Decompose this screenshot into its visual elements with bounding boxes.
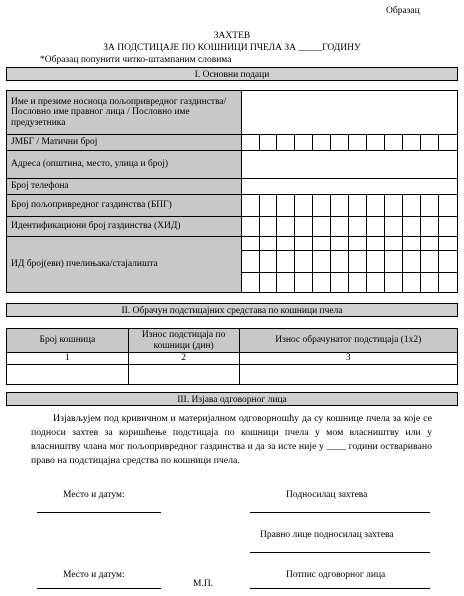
jmbg-cell[interactable]	[313, 135, 331, 151]
instruction-text: *Образац попунити читко-штампаним словима	[40, 55, 232, 65]
place-date-label-1: Место и датум:	[63, 490, 125, 500]
bpg-cell[interactable]	[313, 195, 331, 217]
apiary-id-cell[interactable]	[403, 237, 421, 251]
address-field[interactable]	[241, 151, 457, 179]
apiary-id-cell[interactable]	[277, 251, 295, 273]
calculation-table	[6, 328, 458, 385]
responsible-signature-line[interactable]	[250, 588, 430, 589]
apiary-id-cell[interactable]	[277, 237, 295, 251]
apiary-id-cell[interactable]	[295, 273, 313, 293]
hid-cell[interactable]	[277, 217, 295, 237]
hid-cell[interactable]	[241, 217, 259, 237]
calculated-subsidy-header: Износ обрачунатог подстицаја (1х2)	[239, 329, 458, 353]
hid-cell[interactable]	[420, 217, 438, 237]
apiary-id-cell[interactable]	[403, 273, 421, 293]
hid-cell[interactable]	[403, 217, 421, 237]
jmbg-cell[interactable]	[349, 135, 367, 151]
apiary-id-cell[interactable]	[331, 273, 349, 293]
bpg-cell[interactable]	[259, 195, 277, 217]
subsidy-per-hive-header: Износ подстицаја по кошници (дин)	[128, 329, 239, 353]
apiary-id-cell[interactable]	[349, 273, 367, 293]
hid-cell[interactable]	[295, 217, 313, 237]
responsible-signature-label: Потпис одговорног лица	[286, 570, 386, 580]
apiary-id-cell[interactable]	[438, 237, 457, 251]
apiary-id-cell[interactable]	[420, 251, 438, 273]
legal-entity-label: Правно лице подносилац захтева	[260, 530, 394, 540]
row-label-bpg: Број пољопривредног газдинства (БПГ)	[7, 195, 242, 217]
jmbg-cell[interactable]	[367, 135, 385, 151]
col-number-1: 1	[7, 353, 129, 365]
name-field[interactable]	[241, 91, 457, 135]
phone-field[interactable]	[241, 179, 457, 195]
jmbg-cell[interactable]	[403, 135, 421, 151]
bpg-cell[interactable]	[295, 195, 313, 217]
bpg-cell[interactable]	[420, 195, 438, 217]
form-subtitle: ЗА ПОДСТИЦАЈЕ ПО КОШНИЦИ ПЧЕЛА ЗА _____ГОДИНУ	[103, 43, 361, 53]
apiary-id-cell[interactable]	[385, 273, 403, 293]
apiary-id-cell[interactable]	[259, 251, 277, 273]
hives-count-field[interactable]	[7, 364, 129, 384]
col-number-3: 3	[239, 353, 458, 365]
applicant-signature-line[interactable]	[250, 512, 430, 513]
hid-cell[interactable]	[313, 217, 331, 237]
jmbg-cell[interactable]	[295, 135, 313, 151]
bpg-cell[interactable]	[331, 195, 349, 217]
row-label-name: Име и презиме носиоца пољопривредног газдинства/ Пословно име правног лица / Пословно име предузетника	[7, 91, 242, 135]
row-label-apiary-id: ИД број(еви) пчелињака/стајалишта	[7, 237, 242, 293]
form-title: ЗАХТЕВ	[213, 31, 251, 41]
hid-cell[interactable]	[349, 217, 367, 237]
jmbg-cell[interactable]	[385, 135, 403, 151]
apiary-id-cell[interactable]	[349, 237, 367, 251]
apiary-id-cell[interactable]	[259, 237, 277, 251]
apiary-id-cell[interactable]	[367, 251, 385, 273]
apiary-id-cell[interactable]	[385, 251, 403, 273]
basic-data-table	[6, 90, 458, 293]
section2-header: II. Обрачун подстицајних средстава по кошници пчела	[6, 303, 458, 317]
apiary-id-cell[interactable]	[241, 237, 259, 251]
bpg-cell[interactable]	[241, 195, 259, 217]
jmbg-cell[interactable]	[259, 135, 277, 151]
stamp-label: М.П.	[193, 579, 214, 589]
apiary-id-cell[interactable]	[295, 237, 313, 251]
hid-cell[interactable]	[331, 217, 349, 237]
applicant-label: Подносилац захтева	[286, 490, 368, 500]
apiary-id-cell[interactable]	[367, 273, 385, 293]
hid-cell[interactable]	[367, 217, 385, 237]
bpg-cell[interactable]	[277, 195, 295, 217]
hid-cell[interactable]	[259, 217, 277, 237]
jmbg-cell[interactable]	[241, 135, 259, 151]
row-label-hid: Идентификациони број газдинства (ХИД)	[7, 217, 242, 237]
bpg-cell[interactable]	[403, 195, 421, 217]
row-label-address: Адреса (општина, место, улица и број)	[7, 151, 242, 179]
place-date-label-2: Место и датум:	[63, 570, 125, 580]
apiary-id-cell[interactable]	[241, 251, 259, 273]
jmbg-cell[interactable]	[420, 135, 438, 151]
section3-header: III. Изјава одговорног лица	[6, 392, 458, 406]
calculated-subsidy-field[interactable]	[239, 364, 458, 384]
bpg-cell[interactable]	[385, 195, 403, 217]
apiary-id-cell[interactable]	[367, 237, 385, 251]
hid-cell[interactable]	[385, 217, 403, 237]
apiary-id-cell[interactable]	[313, 273, 331, 293]
apiary-id-cell[interactable]	[403, 251, 421, 273]
apiary-id-cell[interactable]	[438, 273, 457, 293]
apiary-id-cell[interactable]	[385, 237, 403, 251]
apiary-id-cell[interactable]	[331, 251, 349, 273]
apiary-id-cell[interactable]	[331, 237, 349, 251]
subsidy-per-hive-field[interactable]	[128, 364, 239, 384]
apiary-id-cell[interactable]	[295, 251, 313, 273]
col-number-2: 2	[128, 353, 239, 365]
row-label-jmbg: ЈМБГ / Матични број	[7, 135, 242, 151]
apiary-id-cell[interactable]	[313, 251, 331, 273]
bpg-cell[interactable]	[438, 195, 457, 217]
place-date-line-2[interactable]	[37, 588, 161, 589]
hid-cell[interactable]	[438, 217, 457, 237]
apiary-id-cell[interactable]	[420, 237, 438, 251]
jmbg-cell[interactable]	[438, 135, 457, 151]
apiary-id-cell[interactable]	[259, 273, 277, 293]
jmbg-cell[interactable]	[277, 135, 295, 151]
apiary-id-cell[interactable]	[277, 273, 295, 293]
declaration-text: Изјављујем под кривичном и материјалном одговорношћу да су кошнице пчела за које се подноси захтев за коришћење подстицаја по кошници пчела у мом власништву или у власништву члана мог пољопривредног газдинства и да за исте није у ____ години остваривано право на подстицајна средства по кошници пчела.	[31, 413, 432, 466]
place-date-line-1[interactable]	[37, 512, 161, 513]
section1-header: I. Основни подаци	[6, 67, 458, 81]
bpg-cell[interactable]	[367, 195, 385, 217]
apiary-id-cell[interactable]	[420, 273, 438, 293]
apiary-id-cell[interactable]	[349, 251, 367, 273]
legal-entity-signature-line[interactable]	[250, 552, 430, 553]
form-label: Образац	[386, 6, 420, 16]
jmbg-cell[interactable]	[331, 135, 349, 151]
hives-count-header: Број кошница	[7, 329, 129, 353]
apiary-id-cell[interactable]	[313, 237, 331, 251]
apiary-id-cell[interactable]	[241, 273, 259, 293]
row-label-phone: Број телефона	[7, 179, 242, 195]
apiary-id-cell[interactable]	[438, 251, 457, 273]
bpg-cell[interactable]	[349, 195, 367, 217]
